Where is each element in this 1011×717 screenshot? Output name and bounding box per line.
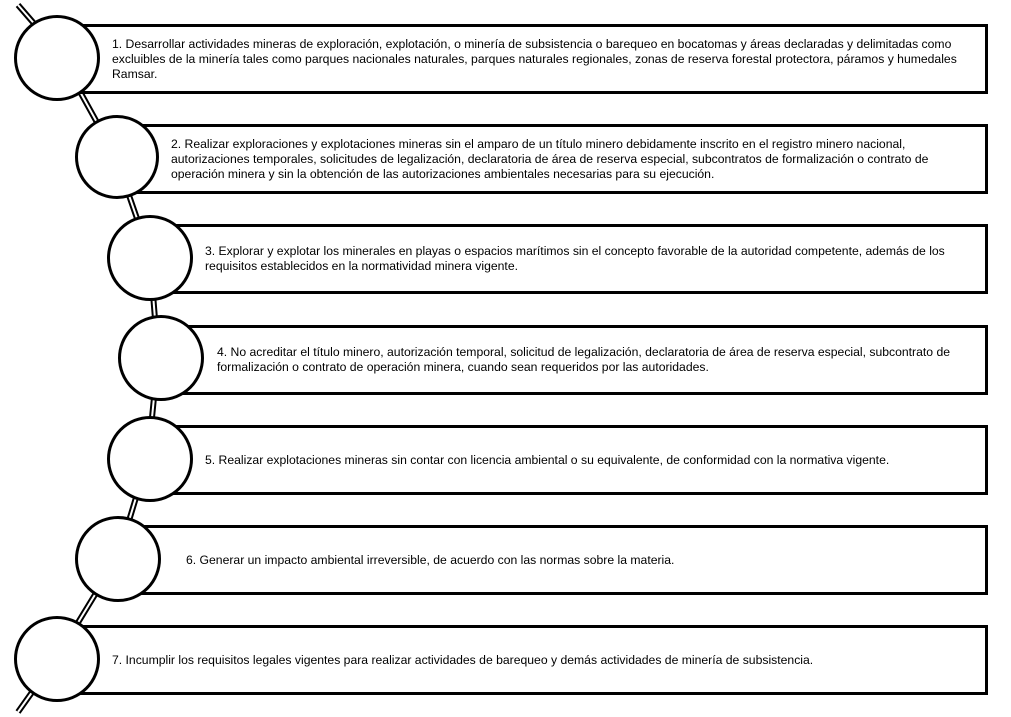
item-text: 4. No acreditar el título minero, autorización temporal, solicitud de legalización, declaratoria de área de reserva especial, subcontrato de formalización o contrato de operación minera, cuando sean requeridos por las autoridades. (217, 345, 951, 374)
item-text: 5. Realizar explotaciones mineras sin contar con licencia ambiental o su equivalente, de conformidad con la normativa vigente. (205, 452, 890, 467)
item-text: 7. Incumplir los requisitos legales vigentes para realizar actividades de barequeo y demás actividades de minería de subsistencia. (112, 652, 814, 667)
item-box (122, 124, 988, 194)
item-circle (107, 215, 193, 301)
item-circle (118, 315, 204, 401)
item-circle (107, 416, 193, 502)
item-box (168, 325, 988, 395)
item-box (64, 625, 988, 695)
item-circle (75, 115, 159, 199)
item-box (157, 425, 988, 495)
item-box (158, 224, 988, 294)
item-circle (14, 616, 100, 702)
item-text: 3. Explorar y explotar los minerales en playas o espacios marítimos sin el concepto favorable de la autoridad competente, además de los requisitos establecidos en la normatividad minera vigente. (205, 244, 945, 273)
item-circle (75, 516, 161, 602)
item-box (125, 525, 988, 595)
item-box (64, 24, 988, 94)
item-text: 1. Desarrollar actividades mineras de exploración, explotación, o minería de subsistencia o barequeo en bocatomas y áreas declaradas y delimitadas como excluibles de la minería tales como parques nacionales naturales, parques naturales regionales, zonas de reserva forestal protectora, páramos y humedales Ramsar. (112, 36, 957, 81)
item-text: 6. Generar un impacto ambiental irreversible, de acuerdo con las normas sobre la materia. (186, 552, 675, 567)
item-text: 2. Realizar exploraciones y explotaciones mineras sin el amparo de un título minero debidamente inscrito en el registro minero nacional, autorizaciones temporales, solicitudes de legalización, declaratoria de área de reserva especial, subcontratos de formalización o contrato de operación minera y sin la obtención de las autorizaciones ambientales necesarias para su ejecución. (171, 136, 929, 181)
item-circle (14, 15, 100, 101)
